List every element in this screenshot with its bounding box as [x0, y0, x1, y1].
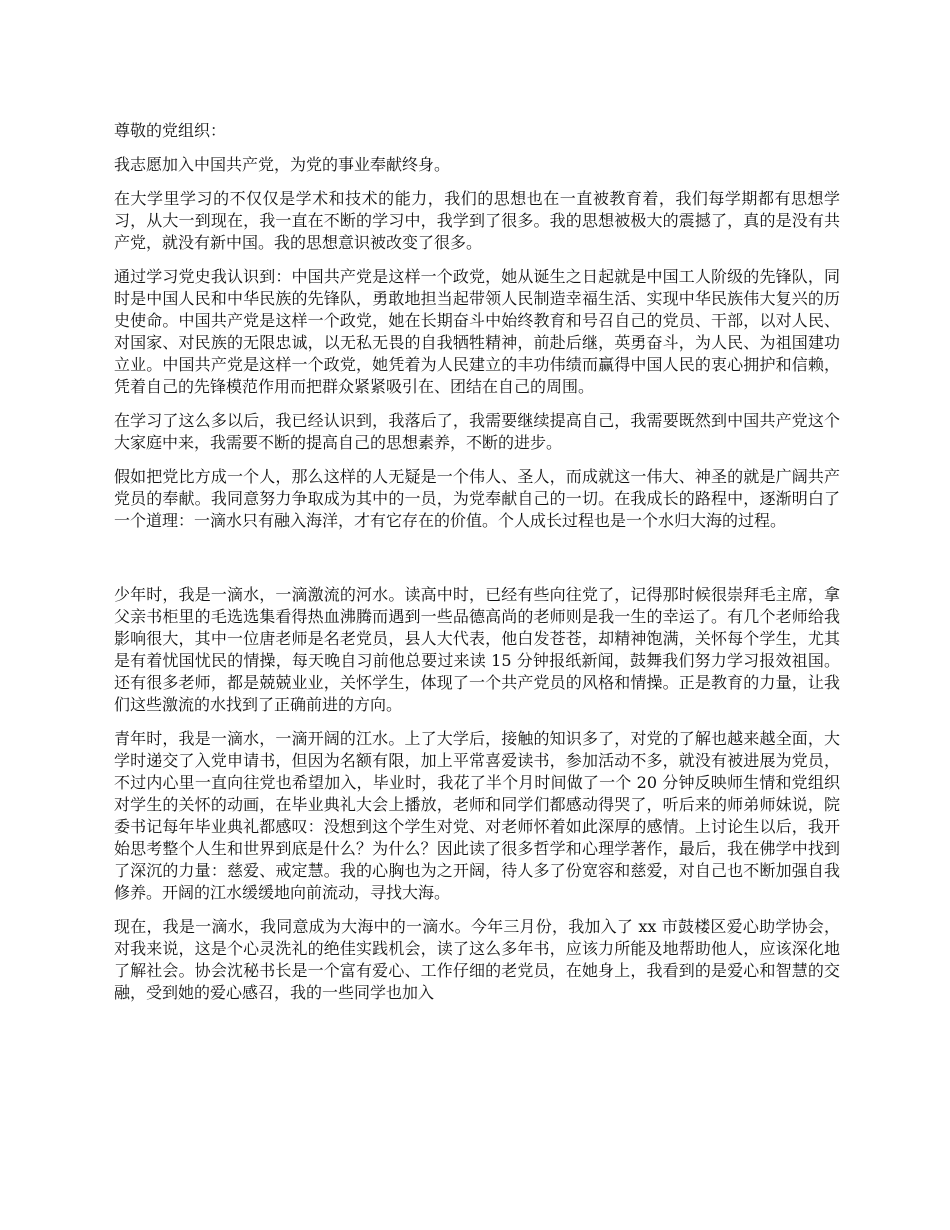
letter-body: [114, 120, 840, 1016]
paragraph-party-history: 通过学习党史我认识到：中国共产党是这样一个政党，她从诞生之日起就是中国工人阶级的先锋队，同时是中国人民和中华民族的先锋队，勇敢地担当起带领人民制造幸福生活、实现中华民族伟大复兴的历史使命。中国共产党是这样一个政党，她在长期奋斗中始终教育和号召自己的党员、干部，以对人民、对国家、对民族的无限忠诚，以无私无畏的自我牺牲精神，前赴后继，英勇奋斗，为人民、为祖国建功立业。中国共产党是这样一个政党，她凭着为人民建立的丰功伟绩而赢得中国人民的衷心拥护和信赖，凭着自己的先锋模范作用而把群众紧紧吸引在、团结在自己的周围。: [114, 267, 840, 396]
paragraph-young-adult: 青年时，我是一滴水，一滴开阔的江水。上了大学后，接触的知识多了，对党的了解也越来越全面，大学时递交了入党申请书，但因为名额有限，加上平常喜爱读书，参加活动不多，就没有被进展为党员，不过内心里一直向往党也希望加入，毕业时，我花了半个月时间做了一个 20 分钟反映师生情和党组织对学生的关怀的动画，在毕业典礼大会上播放，老师和同学们都感动得哭了，听后来的师弟师妹说，院委书记每年毕业典礼都感叹：没想到这个学生对党、对老师怀着如此深厚的感情。上讨论生以后，我开始思考整个人生和世界到底是什么？为什么？因此读了很多哲学和心理学著作，最后，我在佛学中找到了深沉的力量：慈爱、戒定慧。我的心胸也为之开阔，待人多了份宽容和慈爱，对自己也不断加强自我修养。开阔的江水缓缓地向前流动，寻找大海。: [114, 729, 840, 902]
paragraph-youth: 少年时，我是一滴水，一滴激流的河水。读高中时，已经有些向往党了，记得那时候很崇拜毛主席，拿父亲书柜里的毛选选集看得热血沸腾而遇到一些品德高尚的老师则是我一生的幸运了。有几个老师给我影响很大，其中一位唐老师是名老党员，县人大代表，他白发苍苍，却精神饱满，关怀每个学生，尤其是有着忧国忧民的情操，每天晚自习前他总要过来读 15 分钟报纸新闻，鼓舞我们努力学习报效祖国。还有很多老师，都是兢兢业业，关怀学生，体现了一个共产党员的风格和情操。正是教育的力量，让我们这些激流的水找到了正确前进的方向。: [114, 585, 840, 714]
section-gap: [114, 544, 840, 584]
salutation: 尊敬的党组织：: [114, 121, 227, 140]
paragraph-pledge: 我志愿加入中国共产党，为党的事业奉献终身。: [114, 155, 451, 174]
paragraph-present: 现在，我是一滴水，我同意成为大海中的一滴水。今年三月份，我加入了 xx 市鼓楼区爱心助学协会，对我来说，这是个心灵洗礼的绝佳实践机会，读了这么多年书，应该力所能及地帮助他人，应该深化地了解社会。协会沈秘书长是一个富有爱心、工作仔细的老党员，在她身上，我看到的是爱心和智慧的交融，受到她的爱心感召，我的一些同学也加入: [114, 917, 840, 1002]
paragraph-drop-to-ocean: 假如把党比方成一个人，那么这样的人无疑是一个伟人、圣人，而成就这一伟大、神圣的就是广阔共产党员的奉献。我同意努力争取成为其中的一员，为党奉献自己的一切。在我成长的路程中，逐渐明白了一个道理：一滴水只有融入海洋，才有它存在的价值。个人成长过程也是一个水归大海的过程。: [114, 467, 840, 530]
paragraph-university-study: 在大学里学习的不仅仅是学术和技术的能力，我们的思想也在一直被教育着，我们每学期都有思想学习，从大一到现在，我一直在不断的学习中，我学到了很多。我的思想被极大的震撼了，真的是没有共产党，就没有新中国。我的思想意识被改变了很多。: [114, 189, 840, 252]
paragraph-self-improvement: 在学习了这么多以后，我已经认识到，我落后了，我需要继续提高自己，我需要既然到中国共产党这个大家庭中来，我需要不断的提高自己的思想素养，不断的进步。: [114, 411, 840, 452]
